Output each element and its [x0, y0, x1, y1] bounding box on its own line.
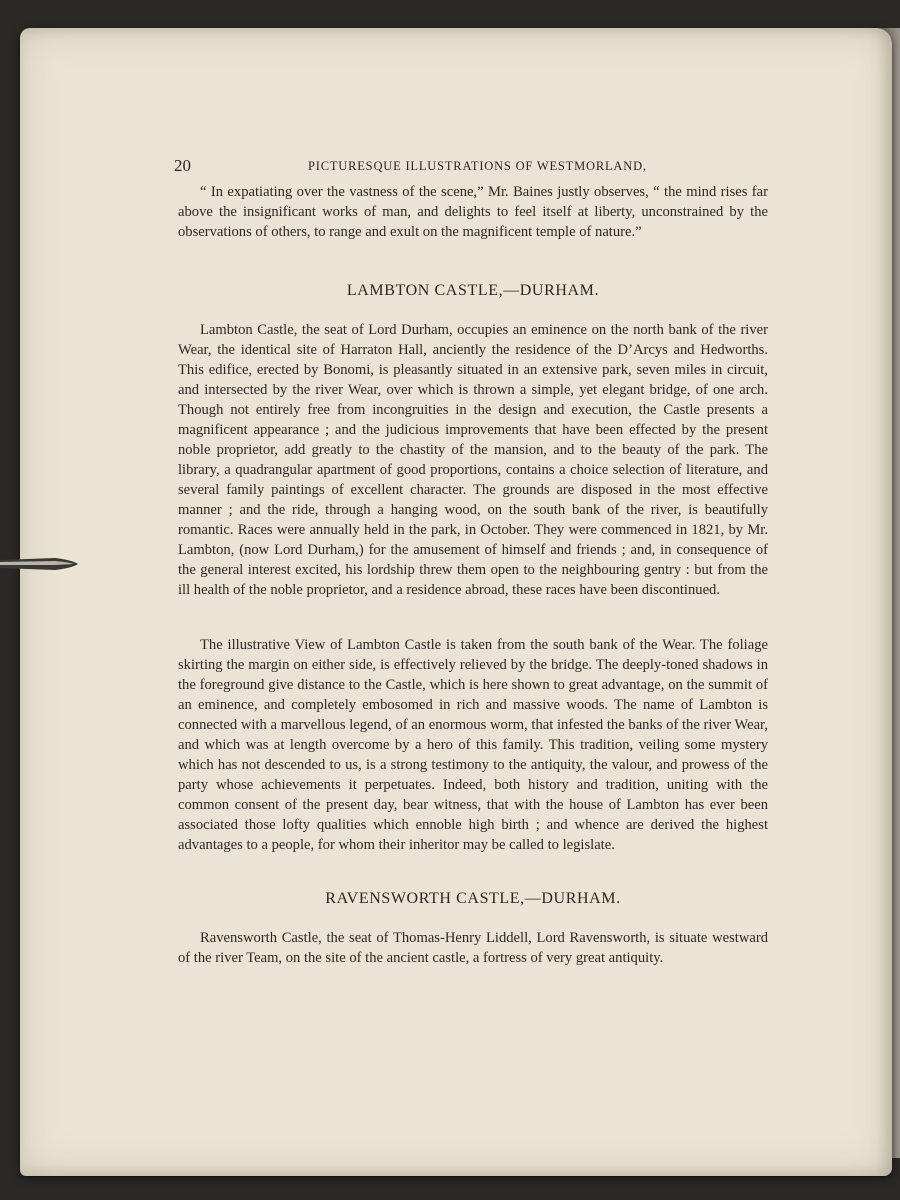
section-heading-lambton: LAMBTON CASTLE,—DURHAM.: [346, 282, 600, 299]
running-head: PICTURESQUE ILLUSTRATIONS OF WESTMORLAND,: [308, 159, 647, 173]
lambton-paragraph-2: The illustrative View of Lambton Castle is taken from the south bank of the Wear. The foliage skirting the margin on either side, is effectively relieved by the bridge. The deeply-toned shadows in the foreground give distance to the Castle, which is here shown to great advantage, on the summit of an eminence, and completely embosomed in rich and massive woods. The name of Lambton is connected with a marvellous legend, of an enormous worm, that infested the banks of the river Wear, and which was at length overcome by a hero of this family. This tradition, veiling some mystery which has not descended to us, is a strong testimony to the antiquity, the valour, and prowess of the party whose achievements it perpetuates. Indeed, both history and tradition, uniting with the common consent of the present day, bear witness, that with the house of Lambton has ever been associated those lofty qualities which ennoble high birth ; and whence are derived the highest advantages to a people, for whom their inheritor may be called to legislate.: [178, 637, 768, 853]
intro-quote-paragraph: “ In expatiating over the vastness of the scene,” Mr. Baines justly observes, “ the mind rises far above the insignificant works of man, and delights to feel itself at liberty, unconstrained by the observations of others, to range and exult on the magnificent temple of nature.”: [178, 184, 768, 240]
ravensworth-paragraph-1: Ravensworth Castle, the seat of Thomas-Henry Liddell, Lord Ravensworth, is situate westward of the river Team, on the site of the ancient castle, a fortress of very great antiquity.: [178, 930, 768, 966]
section-heading-ravensworth: RAVENSWORTH CASTLE,—DURHAM.: [325, 890, 621, 907]
page-number: 20: [174, 156, 191, 175]
pen-pointer-icon: [0, 554, 80, 574]
lambton-paragraph-1: Lambton Castle, the seat of Lord Durham, occupies an eminence on the north bank of the river Wear, the identical site of Harraton Hall, anciently the residence of the D’Arcys and Hedworths. This edifice, erected by Bonomi, is pleasantly situated in an extensive park, seven miles in circuit, and intersected by the river Wear, over which is thrown a simple, yet elegant bridge, of one arch. Though not entirely free from incongruities in the design and execution, the Castle presents a magnificent appearance ; and the judicious improvements that have been effected by the present noble proprietor, add greatly to the chastity of the mansion, and to the beauty of the park. The library, a quadrangular apartment of good proportions, contains a choice selection of literature, and several family paintings of excellent character. The grounds are disposed in the most effective manner ; and the ride, through a hanging wood, on the south bank of the river, is beautifully romantic. Races were annually held in the park, in October. They were commenced in 1821, by Mr. Lambton, (now Lord Durham,) for the amusement of himself and friends ; and, in consequence of the general interest excited, his lordship threw them open to the neighbouring gentry : but from the ill health of the noble proprietor, and a residence abroad, these races have been discontinued.: [178, 322, 768, 598]
